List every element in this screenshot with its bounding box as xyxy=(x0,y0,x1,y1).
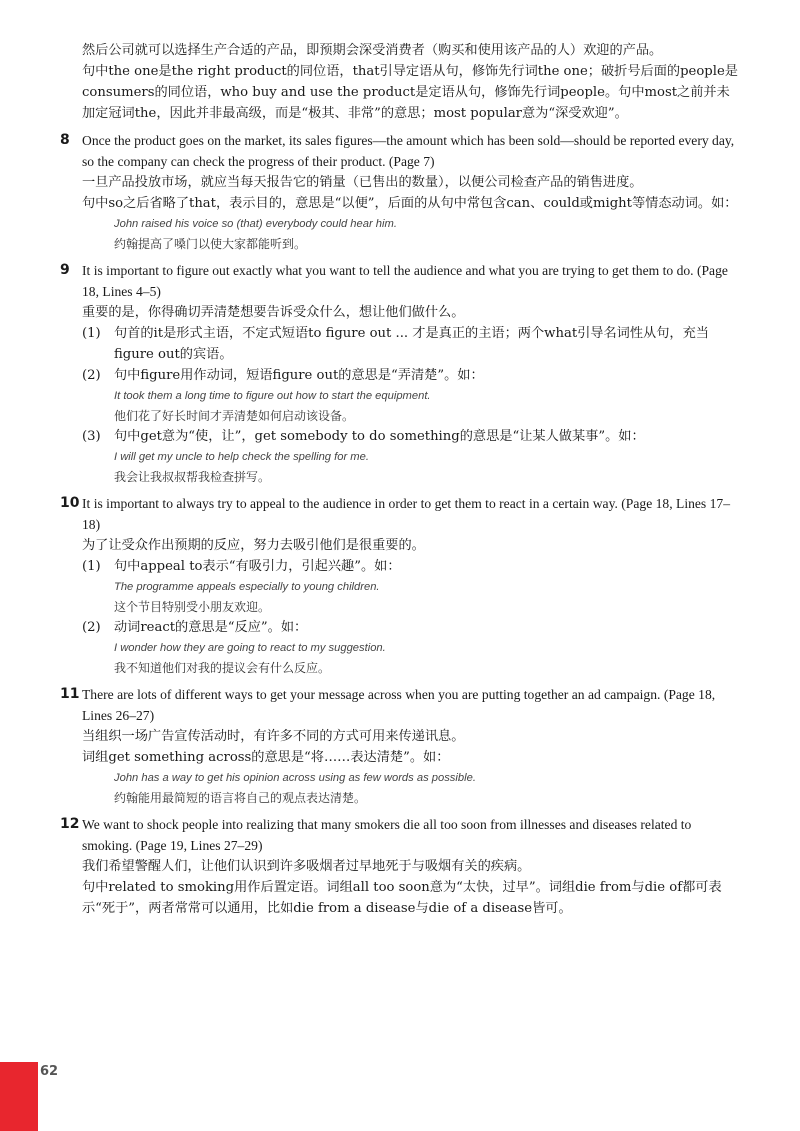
item-chinese-translation: 重要的是，你得确切弄清楚想要告诉受众什么，想让他们做什么。 xyxy=(82,305,465,320)
example-english: John raised his voice so (that) everybody could hear him. xyxy=(114,218,397,230)
sub-point-text: 动词react的意思是“反应”。如： xyxy=(114,620,308,635)
note-item-10 xyxy=(60,493,740,678)
sub-point-label: (2) xyxy=(82,368,101,383)
intro-translation: 然后公司就可以选择生产合适的产品，即预期会深受消费者（购买和使用该产品的人）欢迎的产品。 xyxy=(82,43,663,58)
sub-point-label: (1) xyxy=(82,326,101,341)
page-accent-bar xyxy=(0,1062,38,1131)
sub-point-1 xyxy=(82,323,740,365)
example-chinese: 他们花了好长时间才弄清楚如何启动该设备。 xyxy=(114,409,355,423)
example-chinese: 我会让我叔叔帮我检查拼写。 xyxy=(114,470,271,484)
example-english: It took them a long time to figure out how to start the equipment. xyxy=(114,390,431,402)
item-english-sentence: It is important to always try to appeal to the audience in order to get them to react in a certain way. (Page 18, Lines 17–18) xyxy=(82,496,731,532)
notes-content xyxy=(60,40,740,919)
item-explanation: 句中so之后省略了that，表示目的，意思是“以便”，后面的从句中常包含can、could或might等情态动词。如： xyxy=(82,196,738,211)
sub-point-3 xyxy=(82,426,740,447)
example-chinese: 这个节目特别受小朋友欢迎。 xyxy=(114,600,271,614)
note-item-11 xyxy=(60,684,740,808)
sub-point-text: 句首的it是形式主语，不定式短语to figure out ... 才是真正的主语；两个what引导名词性从句，充当figure out的宾语。 xyxy=(114,326,709,362)
item-english-sentence: There are lots of different ways to get your message across when you are putting together an ad campaign. (Page 18, Lines 26–27) xyxy=(82,687,716,723)
note-item-8 xyxy=(60,130,740,254)
item-number: 9 xyxy=(60,262,70,278)
item-chinese-translation: 我们希望警醒人们，让他们认识到许多吸烟者过早地死于与吸烟有关的疾病。 xyxy=(82,859,531,874)
example-english: I wonder how they are going to react to my suggestion. xyxy=(114,642,386,654)
note-item-12 xyxy=(60,814,740,919)
example-english: The programme appeals especially to young children. xyxy=(114,581,380,593)
item-chinese-translation: 一旦产品投放市场，就应当每天报告它的销量（已售出的数量），以便公司检查产品的销售进度。 xyxy=(82,175,643,190)
example-chinese: 约翰提高了嗓门以使大家都能听到。 xyxy=(114,237,307,251)
sub-point-2 xyxy=(82,617,740,638)
sub-point-label: (1) xyxy=(82,559,101,574)
example-chinese: 约翰能用最简短的语言将自己的观点表达清楚。 xyxy=(114,791,367,805)
item-number: 10 xyxy=(60,495,80,511)
sub-point-text: 句中figure用作动词，短语figure out的意思是“弄清楚”。如： xyxy=(114,368,484,383)
item-english-sentence: It is important to figure out exactly what you want to tell the audience and what you are trying to get them to do. (Page 18, Lines 4–5) xyxy=(82,263,728,299)
sub-point-1 xyxy=(82,556,740,577)
item-number: 12 xyxy=(60,816,80,832)
sub-point-label: (2) xyxy=(82,620,101,635)
example-english: John has a way to get his opinion across using as few words as possible. xyxy=(114,772,476,784)
item-chinese-translation: 当组织一场广告宣传活动时，有许多不同的方式可用来传递讯息。 xyxy=(82,729,465,744)
item-number: 8 xyxy=(60,132,70,148)
item-explanation: 句中related to smoking用作后置定语。词组all too soon意为“太快，过早”。词组die from与die of都可表示“死于”，两者常常可以通用，比如die from a disease与die of a disease皆可。 xyxy=(82,880,722,916)
sub-point-text: 句中appeal to表示“有吸引力，引起兴趣”。如： xyxy=(114,559,401,574)
intro-note: 句中the one是the right product的同位语，that引导定语从句，修饰先行词the one；破折号后面的people是consumers的同位语，who buy and use the product是定语从句，修饰先行词people。句中most之前并未加定冠词the，因此并非最高级，而是“极其、非常”的意思；most popular意为“深受欢迎”。 xyxy=(82,64,738,121)
item-number: 11 xyxy=(60,686,80,702)
item-english-sentence: Once the product goes on the market, its sales figures—the amount which has been sold—should be reported every day, so the company can check the progress of their product. (Page 7) xyxy=(82,133,735,169)
item-english-sentence: We want to shock people into realizing that many smokers die all too soon from illnesses and diseases related to smoking. (Page 19, Lines 27–29) xyxy=(82,817,692,853)
sub-point-label: (3) xyxy=(82,429,101,444)
sub-point-text: 句中get意为“使，让”，get somebody to do something的意思是“让某人做某事”。如： xyxy=(114,429,645,444)
sub-point-2 xyxy=(82,365,740,386)
item-explanation: 词组get something across的意思是“将……表达清楚”。如： xyxy=(82,750,450,765)
item-chinese-translation: 为了让受众作出预期的反应，努力去吸引他们是很重要的。 xyxy=(82,538,425,553)
page-number: 62 xyxy=(40,1064,59,1079)
example-chinese: 我不知道他们对我的提议会有什么反应。 xyxy=(114,661,331,675)
note-item-9 xyxy=(60,260,740,487)
example-english: I will get my uncle to help check the spelling for me. xyxy=(114,451,369,463)
